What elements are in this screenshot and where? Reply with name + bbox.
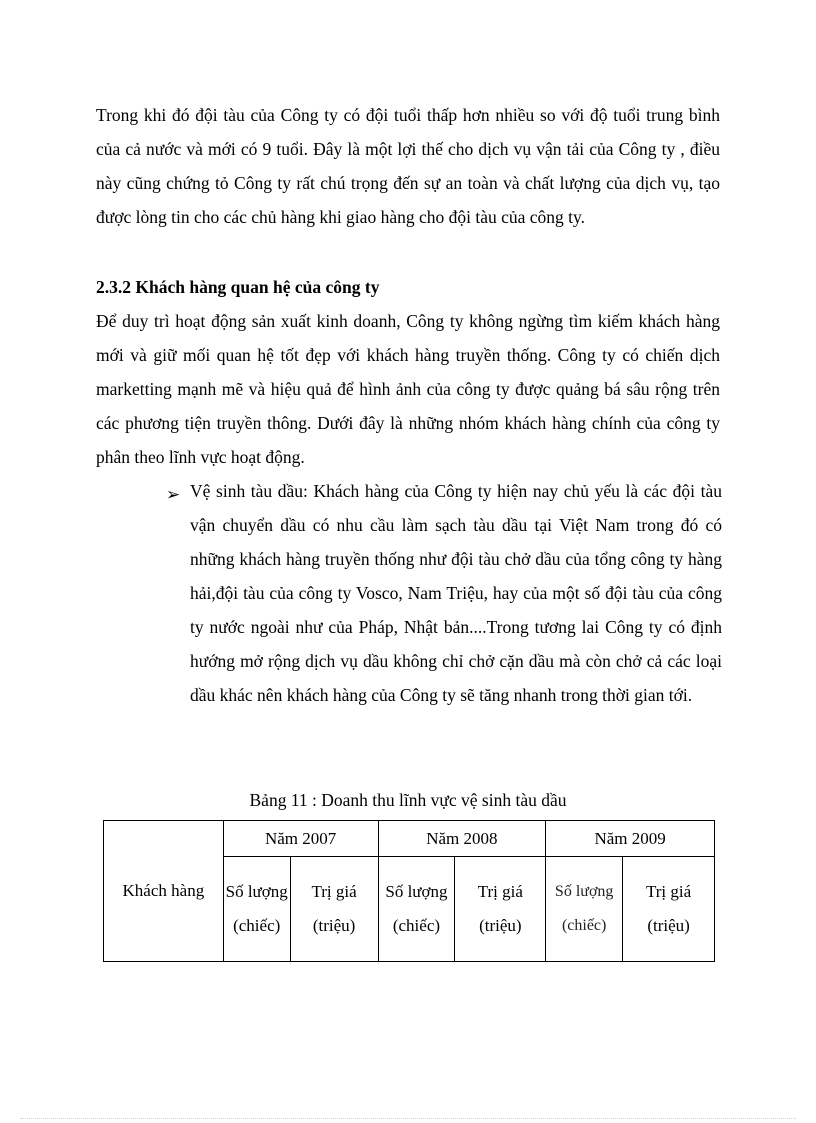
header-qty-2007: Số lượng (chiếc) xyxy=(223,857,290,962)
header-qty-2009: Số lượng (chiếc) xyxy=(546,857,623,962)
header-customer: Khách hàng xyxy=(104,821,224,962)
page-bottom-divider xyxy=(20,1118,796,1119)
arrow-bullet-icon: ➢ xyxy=(166,485,181,505)
header-year-2008: Năm 2008 xyxy=(378,821,546,857)
section-heading: 2.3.2 Khách hàng quan hệ của công ty xyxy=(96,277,380,297)
header-year-2009: Năm 2009 xyxy=(546,821,715,857)
table-caption: Bảng 11 : Doanh thu lĩnh vực vệ sinh tàu dầu xyxy=(249,790,567,810)
header-qty-2008: Số lượng (chiếc) xyxy=(378,857,455,962)
header-value-2008: Trị giá (triệu) xyxy=(455,857,546,962)
revenue-table xyxy=(103,820,715,962)
table-header-row-years xyxy=(104,821,715,857)
section-paragraph: Để duy trì hoạt động sản xuất kinh doanh, Công ty không ngừng tìm kiếm khách hàng mới và giữ mối quan hệ tốt đẹp với khách hàng truyền thống. Công ty có chiến dịch marketting mạnh mẽ và hiệu quả để hình ảnh của công ty được quảng bá sâu rộng trên các phương tiện truyền thông. Dưới đây là những nhóm khách hàng chính của công ty phân theo lĩnh vực hoạt động. xyxy=(96,311,720,467)
intro-paragraph: Trong khi đó đội tàu của Công ty có đội tuổi thấp hơn nhiều so với độ tuổi trung bình của cả nước và mới có 9 tuổi. Đây là một lợi thế cho dịch vụ vận tải của Công ty , điều này cũng chứng tỏ Công ty rất chú trọng đến sự an toàn và chất lượng của dịch vụ, tạo được lòng tin cho các chủ hàng khi giao hàng cho đội tàu của công ty. xyxy=(96,105,720,227)
header-value-2009: Trị giá (triệu) xyxy=(623,857,715,962)
bullet-text: Vệ sinh tàu dầu: Khách hàng của Công ty hiện nay chủ yếu là các đội tàu vận chuyển dầu có nhu cầu làm sạch tàu dầu tại Việt Nam trong đó có những khách hàng truyền thống như đội tàu chở dầu của tổng công ty hàng hải,đội tàu của công ty Vosco, Nam Triệu, hay của một số đội tàu của công ty nước ngoài như của Pháp, Nhật bản....Trong tương lai Công ty có định hướng mở rộng dịch vụ dầu không chỉ chở cặn dầu mà còn chở cả các loại dầu khác nên khách hàng của Công ty sẽ tăng nhanh trong thời gian tới. xyxy=(190,481,722,705)
header-value-2007: Trị giá (triệu) xyxy=(290,857,378,962)
bullet-item xyxy=(166,474,722,712)
header-year-2007: Năm 2007 xyxy=(223,821,378,857)
